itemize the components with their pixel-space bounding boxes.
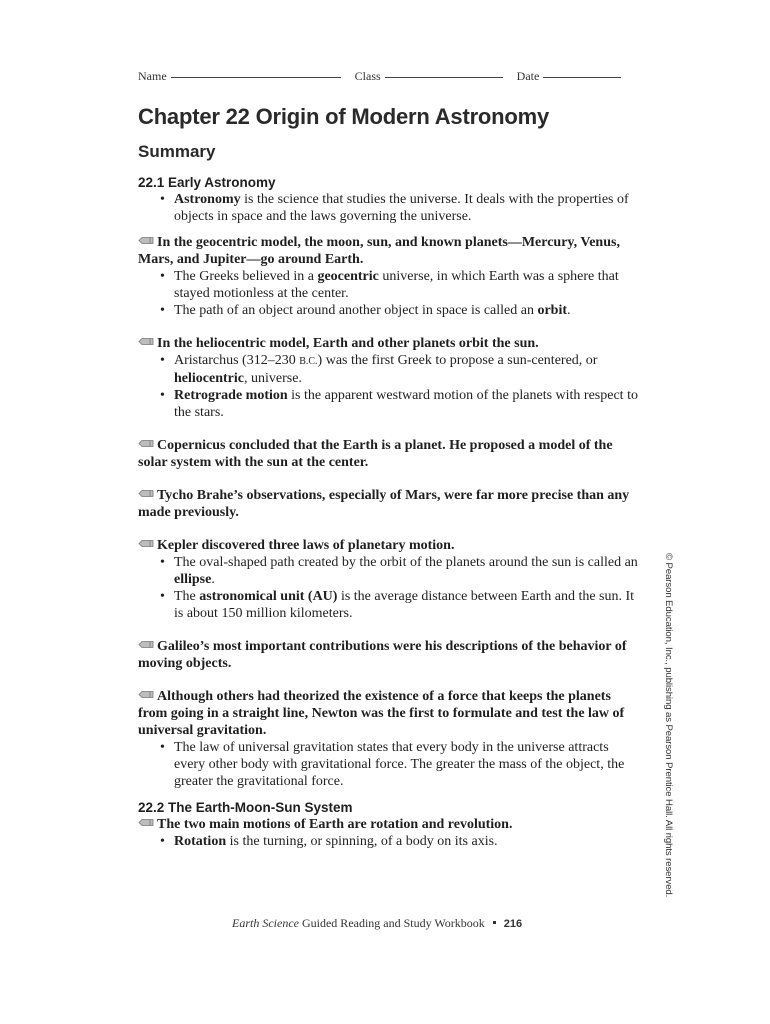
key-point: In the heliocentric model, Earth and other planets orbit the sun. <box>138 335 638 352</box>
copyright-text: © Pearson Education, Inc., publishing as Pearson Prentice Hall. All rights reserved. <box>663 553 674 898</box>
term-astronomy: Astronomy <box>174 192 241 207</box>
bullet-list <box>138 352 638 421</box>
list-item: • The astronomical unit (AU) is the average distance between Earth and the sun. It is about 150 million kilometers. <box>160 588 638 622</box>
book-title-italic: Earth Science <box>232 916 299 930</box>
date-blank <box>543 76 621 78</box>
term-heliocentric: heliocentric <box>174 371 244 386</box>
list-item: • Retrograde motion is the apparent westward motion of the planets with respect to the stars. <box>160 387 638 421</box>
pencil-icon <box>138 489 154 498</box>
bullet-list <box>138 268 638 319</box>
bullet-list <box>138 833 638 850</box>
bullet-list <box>138 554 638 622</box>
list-item: • Astronomy is the science that studies the universe. It deals with the properties of objects in space and the laws governing the universe. <box>160 191 638 225</box>
class-blank <box>385 76 503 78</box>
key-point: Tycho Brahe’s observations, especially of Mars, were far more precise than any made previously. <box>138 488 630 520</box>
name-label: Name <box>138 69 167 83</box>
bullet-list <box>138 739 638 790</box>
chapter-title: Chapter 22 Origin of Modern Astronomy <box>138 104 550 129</box>
summary-content <box>138 174 638 850</box>
key-point: Copernicus concluded that the Earth is a planet. He proposed a model of the solar system with the sun at the center. <box>138 438 613 470</box>
list-item: • The law of universal gravitation states that every body in the universe attracts every other body with gravitational force. The greater the mass of the object, the greater the gravitational force. <box>160 739 638 790</box>
pencil-icon <box>138 640 154 649</box>
key-point: Kepler discovered three laws of planetary motion. <box>138 537 638 554</box>
pencil-icon <box>138 690 154 699</box>
term-astronomical-unit: astronomical unit (AU) <box>199 589 338 604</box>
section-heading-22-2: 22.2 The Earth-Moon-Sun System <box>138 800 353 815</box>
bullet-list <box>138 191 638 225</box>
section-heading-22-1: 22.1 Early Astronomy <box>138 175 276 190</box>
key-point: Galileo’s most important contributions were his descriptions of the behavior of moving objects. <box>138 639 627 671</box>
list-item: • The Greeks believed in a geocentric universe, in which Earth was a sphere that stayed motionless at the center. <box>160 268 638 302</box>
term-ellipse: ellipse <box>174 572 212 587</box>
pencil-icon <box>138 236 154 245</box>
pencil-icon <box>138 439 154 448</box>
pencil-icon <box>138 818 154 827</box>
class-label: Class <box>354 69 381 83</box>
key-point: The two main motions of Earth are rotation and revolution. <box>138 816 638 833</box>
term-rotation: Rotation <box>174 834 227 849</box>
name-blank <box>171 76 341 78</box>
list-item: • Rotation is the turning, or spinning, of a body on its axis. <box>160 833 638 850</box>
bullet-separator <box>493 921 496 924</box>
list-item: • Aristarchus (312–230 B.C.) was the first Greek to propose a sun-centered, or heliocentric, universe. <box>160 352 638 387</box>
date-label: Date <box>516 69 540 83</box>
copyright-notice <box>662 553 674 898</box>
student-info-row <box>138 69 638 84</box>
list-item: • The oval-shaped path created by the orbit of the planets around the sun is called an ellipse. <box>160 554 638 588</box>
term-retrograde-motion: Retrograde motion <box>174 388 288 403</box>
list-item: • The path of an object around another object in space is called an orbit. <box>160 302 638 319</box>
page-footer <box>232 916 522 931</box>
term-orbit: orbit <box>537 303 568 318</box>
page-number: 216 <box>503 918 523 930</box>
summary-heading: Summary <box>138 142 216 161</box>
term-geocentric: geocentric <box>317 269 379 284</box>
pencil-icon <box>138 539 154 548</box>
key-point: In the geocentric model, the moon, sun, and known planets—Mercury, Venus, Mars, and Jupiter—go around Earth. <box>138 235 620 267</box>
book-title: Guided Reading and Study Workbook <box>298 916 485 930</box>
key-point: Although others had theorized the existence of a force that keeps the planets from going in a straight line, Newton was the first to formulate and test the law of universal gravitation. <box>138 689 625 738</box>
pencil-icon <box>138 337 154 346</box>
